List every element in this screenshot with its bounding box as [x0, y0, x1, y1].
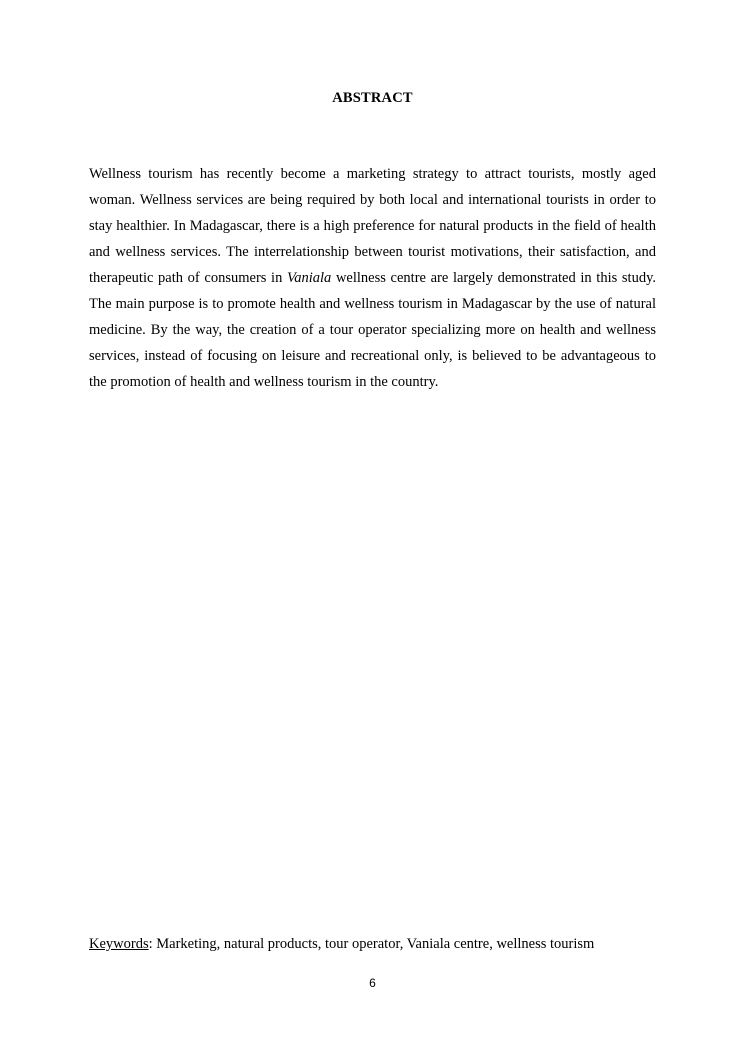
keywords-label: Keywords — [89, 936, 149, 952]
keywords-text: Marketing, natural products, tour operator, Vaniala centre, wellness tourism — [156, 936, 595, 952]
page-number: 6 — [369, 976, 376, 990]
abstract-text-part-2: wellness centre are largely demonstrated in this study. The main purpose is to promote health and wellness tourism in Madagascar by the use of natural medicine. By the way, the creation of a tour operator specializing more on health and wellness services, instead of focusing on leisure and recreational only, is believed to be advantageous to the promotion of health and wellness tourism in the country. — [89, 270, 656, 390]
abstract-paragraph — [89, 161, 656, 395]
keywords-line — [89, 934, 689, 954]
abstract-title: ABSTRACT — [332, 90, 413, 106]
abstract-italic-term: Vaniala — [287, 270, 332, 286]
keywords-separator: : — [148, 936, 157, 952]
abstract-text-part-1: Wellness tourism has recently become a marketing strategy to attract tourists, mostly aged woman. Wellness services are being required by both local and international tourists in order to stay healthier. In Madagascar, there is a high preference for natural products in the field of health and wellness services. The interrelationship between tourist motivations, their satisfaction, and therapeutic path of consumers in — [89, 166, 656, 286]
